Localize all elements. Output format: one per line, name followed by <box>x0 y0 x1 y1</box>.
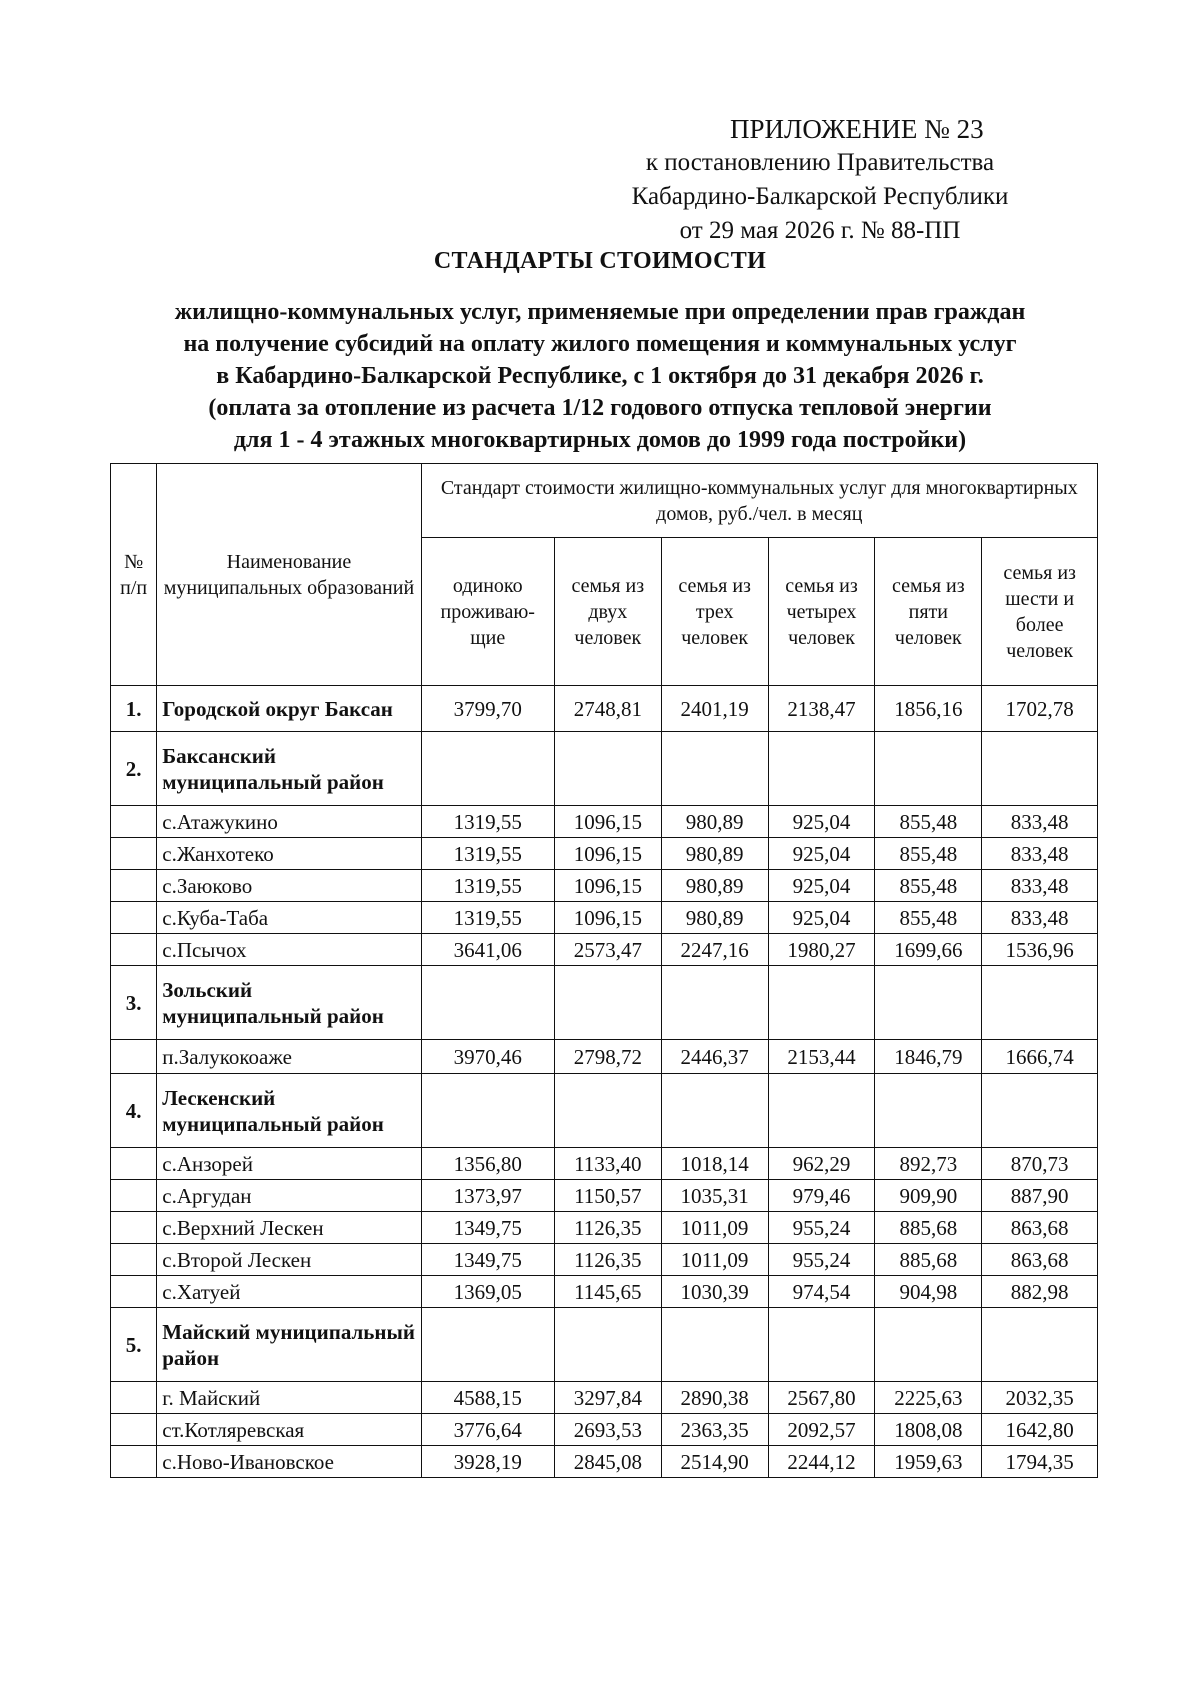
row-number <box>111 1276 157 1308</box>
cost-value: 863,68 <box>982 1212 1098 1244</box>
row-number <box>111 1382 157 1414</box>
row-number: 5. <box>111 1308 157 1382</box>
cost-value: 1126,35 <box>554 1244 661 1276</box>
table-row <box>111 1414 1098 1446</box>
cost-value: 2845,08 <box>554 1446 661 1478</box>
cost-value: 2890,38 <box>661 1382 768 1414</box>
municipality-name: с.Анзорей <box>157 1148 421 1180</box>
municipality-name: с.Хатуей <box>157 1276 421 1308</box>
cost-value: 979,46 <box>768 1180 875 1212</box>
header-column: семья из шести и более человек <box>982 538 1098 686</box>
row-number <box>111 934 157 966</box>
cost-value: 2401,19 <box>661 686 768 732</box>
cost-value: 1150,57 <box>554 1180 661 1212</box>
table-row <box>111 1212 1098 1244</box>
municipality-name: с.Жанхотеко <box>157 838 421 870</box>
municipality-name: ст.Котляревская <box>157 1414 421 1446</box>
cost-value: 2363,35 <box>661 1414 768 1446</box>
cost-value: 3799,70 <box>421 686 554 732</box>
row-number <box>111 1244 157 1276</box>
cost-value: 1959,63 <box>875 1446 982 1478</box>
cost-value: 3970,46 <box>421 1040 554 1074</box>
cost-value: 1846,79 <box>875 1040 982 1074</box>
table-row <box>111 1276 1098 1308</box>
cost-value: 2153,44 <box>768 1040 875 1074</box>
table-row <box>111 686 1098 732</box>
cost-value: 2798,72 <box>554 1040 661 1074</box>
table-row <box>111 732 1098 806</box>
cost-value: 855,48 <box>875 902 982 934</box>
appendix-resolution: к постановлению Правительства <box>645 149 995 176</box>
row-number: 2. <box>111 732 157 806</box>
cost-value: 1035,31 <box>661 1180 768 1212</box>
table-row <box>111 902 1098 934</box>
municipality-name: с.Заюково <box>157 870 421 902</box>
cost-value: 980,89 <box>661 838 768 870</box>
appendix-number: ПРИЛОЖЕНИЕ № 23 <box>730 114 984 144</box>
municipality-name: с.Верхний Лескен <box>157 1212 421 1244</box>
cost-value: 1319,55 <box>421 806 554 838</box>
row-number <box>111 1180 157 1212</box>
cost-value <box>554 1308 661 1382</box>
cost-value: 2573,47 <box>554 934 661 966</box>
cost-value: 980,89 <box>661 870 768 902</box>
cost-value: 855,48 <box>875 838 982 870</box>
table-row <box>111 1382 1098 1414</box>
table-row <box>111 1308 1098 1382</box>
cost-value: 904,98 <box>875 1276 982 1308</box>
row-number: 4. <box>111 1074 157 1148</box>
cost-value: 833,48 <box>982 870 1098 902</box>
header-column: семья из трех человек <box>661 538 768 686</box>
cost-value <box>982 966 1098 1040</box>
table-row <box>111 1446 1098 1478</box>
cost-value <box>554 966 661 1040</box>
cost-value <box>661 1074 768 1148</box>
cost-value: 1373,97 <box>421 1180 554 1212</box>
municipality-name: с.Псычох <box>157 934 421 966</box>
municipality-name: п.Залукокоаже <box>157 1040 421 1074</box>
cost-value: 955,24 <box>768 1244 875 1276</box>
municipality-name: Лескенский муниципальный район <box>157 1074 421 1148</box>
cost-value: 1319,55 <box>421 870 554 902</box>
table-row <box>111 966 1098 1040</box>
cost-value: 1018,14 <box>661 1148 768 1180</box>
subtitle-line: жилищно-коммунальных услуг, применяемые при определении прав граждан <box>174 299 1026 325</box>
municipality-name: Городской округ Баксан <box>157 686 421 732</box>
cost-value: 1642,80 <box>982 1414 1098 1446</box>
subtitle-line: на получение субсидий на оплату жилого помещения и коммунальных услуг <box>183 331 1017 357</box>
cost-value <box>982 1074 1098 1148</box>
cost-value <box>768 966 875 1040</box>
row-number <box>111 1040 157 1074</box>
cost-value: 1096,15 <box>554 870 661 902</box>
cost-value: 2748,81 <box>554 686 661 732</box>
cost-value <box>875 732 982 806</box>
cost-value: 3928,19 <box>421 1446 554 1478</box>
cost-value <box>661 732 768 806</box>
cost-value: 833,48 <box>982 838 1098 870</box>
cost-value: 1794,35 <box>982 1446 1098 1478</box>
cost-value <box>421 966 554 1040</box>
cost-value: 1145,65 <box>554 1276 661 1308</box>
row-number: 1. <box>111 686 157 732</box>
cost-value: 2514,90 <box>661 1446 768 1478</box>
cost-value <box>768 1308 875 1382</box>
cost-value: 2244,12 <box>768 1446 875 1478</box>
table-row <box>111 1180 1098 1212</box>
row-number <box>111 902 157 934</box>
cost-value: 2567,80 <box>768 1382 875 1414</box>
table-row <box>111 1040 1098 1074</box>
cost-value: 1666,74 <box>982 1040 1098 1074</box>
cost-value: 925,04 <box>768 806 875 838</box>
cost-value: 955,24 <box>768 1212 875 1244</box>
table-row <box>111 838 1098 870</box>
cost-value: 882,98 <box>982 1276 1098 1308</box>
cost-value: 4588,15 <box>421 1382 554 1414</box>
cost-value: 2247,16 <box>661 934 768 966</box>
subtitle-line: (оплата за отопление из расчета 1/12 годового отпуска тепловой энергии <box>208 395 992 421</box>
cost-value <box>875 966 982 1040</box>
row-number <box>111 838 157 870</box>
table-row <box>111 1244 1098 1276</box>
municipality-name: с.Второй Лескен <box>157 1244 421 1276</box>
table-body <box>111 686 1098 1478</box>
municipality-name: г. Майский <box>157 1382 421 1414</box>
cost-value: 1096,15 <box>554 902 661 934</box>
cost-value: 1096,15 <box>554 806 661 838</box>
cost-value <box>421 1074 554 1148</box>
cost-value: 3641,06 <box>421 934 554 966</box>
header-column: семья из четырех человек <box>768 538 875 686</box>
cost-value: 2225,63 <box>875 1382 982 1414</box>
table-row <box>111 1074 1098 1148</box>
municipality-name: Баксанский муниципальный район <box>157 732 421 806</box>
table-row <box>111 1148 1098 1180</box>
cost-value: 863,68 <box>982 1244 1098 1276</box>
cost-value <box>982 1308 1098 1382</box>
row-number <box>111 870 157 902</box>
cost-value: 1133,40 <box>554 1148 661 1180</box>
cost-value: 925,04 <box>768 838 875 870</box>
cost-value: 833,48 <box>982 902 1098 934</box>
cost-value: 1349,75 <box>421 1212 554 1244</box>
table-row <box>111 870 1098 902</box>
cost-value: 2092,57 <box>768 1414 875 1446</box>
header-municipality: Наименование муниципальных образований <box>157 464 421 686</box>
row-number <box>111 1148 157 1180</box>
document-title: СТАНДАРТЫ СТОИМОСТИ <box>433 248 767 274</box>
cost-value: 1536,96 <box>982 934 1098 966</box>
cost-value: 3776,64 <box>421 1414 554 1446</box>
cost-value: 2693,53 <box>554 1414 661 1446</box>
municipality-name: с.Куба-Таба <box>157 902 421 934</box>
document-subtitle <box>100 296 1100 456</box>
cost-value: 833,48 <box>982 806 1098 838</box>
row-number <box>111 1414 157 1446</box>
cost-value <box>661 966 768 1040</box>
cost-value: 887,90 <box>982 1180 1098 1212</box>
municipality-name: Зольский муниципальный район <box>157 966 421 1040</box>
table-row <box>111 934 1098 966</box>
cost-value: 974,54 <box>768 1276 875 1308</box>
cost-standards-table <box>110 463 1098 1478</box>
cost-value: 1030,39 <box>661 1276 768 1308</box>
cost-value <box>554 1074 661 1148</box>
cost-value: 1349,75 <box>421 1244 554 1276</box>
cost-value: 1356,80 <box>421 1148 554 1180</box>
municipality-name: с.Аргудан <box>157 1180 421 1212</box>
cost-value: 1319,55 <box>421 902 554 934</box>
cost-value: 1011,09 <box>661 1212 768 1244</box>
cost-value <box>554 732 661 806</box>
header-column: семья из пяти человек <box>875 538 982 686</box>
cost-value: 1369,05 <box>421 1276 554 1308</box>
cost-value: 1808,08 <box>875 1414 982 1446</box>
cost-value: 1011,09 <box>661 1244 768 1276</box>
cost-value: 1096,15 <box>554 838 661 870</box>
cost-value <box>768 732 875 806</box>
cost-value <box>421 1308 554 1382</box>
cost-value: 925,04 <box>768 870 875 902</box>
cost-value: 909,90 <box>875 1180 982 1212</box>
row-number <box>111 806 157 838</box>
cost-value <box>661 1308 768 1382</box>
table-row <box>111 806 1098 838</box>
cost-value: 1126,35 <box>554 1212 661 1244</box>
cost-value: 1856,16 <box>875 686 982 732</box>
cost-value: 2138,47 <box>768 686 875 732</box>
cost-value <box>875 1074 982 1148</box>
cost-value: 3297,84 <box>554 1382 661 1414</box>
cost-value <box>768 1074 875 1148</box>
cost-value: 962,29 <box>768 1148 875 1180</box>
cost-value: 885,68 <box>875 1212 982 1244</box>
row-number <box>111 1446 157 1478</box>
municipality-name: Майский муниципальный район <box>157 1308 421 1382</box>
cost-value <box>982 732 1098 806</box>
cost-value: 980,89 <box>661 902 768 934</box>
header-column: семья из двух человек <box>554 538 661 686</box>
header-group: Стандарт стоимости жилищно-коммунальных услуг для многоквартирных домов, руб./чел. в месяц <box>421 464 1097 538</box>
cost-value: 1699,66 <box>875 934 982 966</box>
cost-value: 2032,35 <box>982 1382 1098 1414</box>
cost-value: 1980,27 <box>768 934 875 966</box>
subtitle-line: в Кабардино-Балкарской Республике, с 1 октября до 31 декабря 2026 г. <box>216 363 984 389</box>
cost-value: 2446,37 <box>661 1040 768 1074</box>
cost-value: 980,89 <box>661 806 768 838</box>
cost-value: 1319,55 <box>421 838 554 870</box>
appendix-date: от 29 мая 2026 г. № 88-ПП <box>679 217 961 244</box>
cost-value: 885,68 <box>875 1244 982 1276</box>
cost-value: 1702,78 <box>982 686 1098 732</box>
row-number <box>111 1212 157 1244</box>
municipality-name: с.Атажукино <box>157 806 421 838</box>
header-column: одиноко проживаю-щие <box>421 538 554 686</box>
cost-value <box>421 732 554 806</box>
cost-value: 892,73 <box>875 1148 982 1180</box>
municipality-name: с.Ново-Ивановское <box>157 1446 421 1478</box>
appendix-block <box>600 112 1040 248</box>
cost-value: 855,48 <box>875 870 982 902</box>
appendix-republic: Кабардино-Балкарской Республики <box>631 183 1009 210</box>
cost-value <box>875 1308 982 1382</box>
cost-value: 925,04 <box>768 902 875 934</box>
cost-value: 855,48 <box>875 806 982 838</box>
header-num: № п/п <box>111 464 157 686</box>
subtitle-line: для 1 - 4 этажных многоквартирных домов до 1999 года постройки) <box>233 427 967 453</box>
row-number: 3. <box>111 966 157 1040</box>
cost-value: 870,73 <box>982 1148 1098 1180</box>
